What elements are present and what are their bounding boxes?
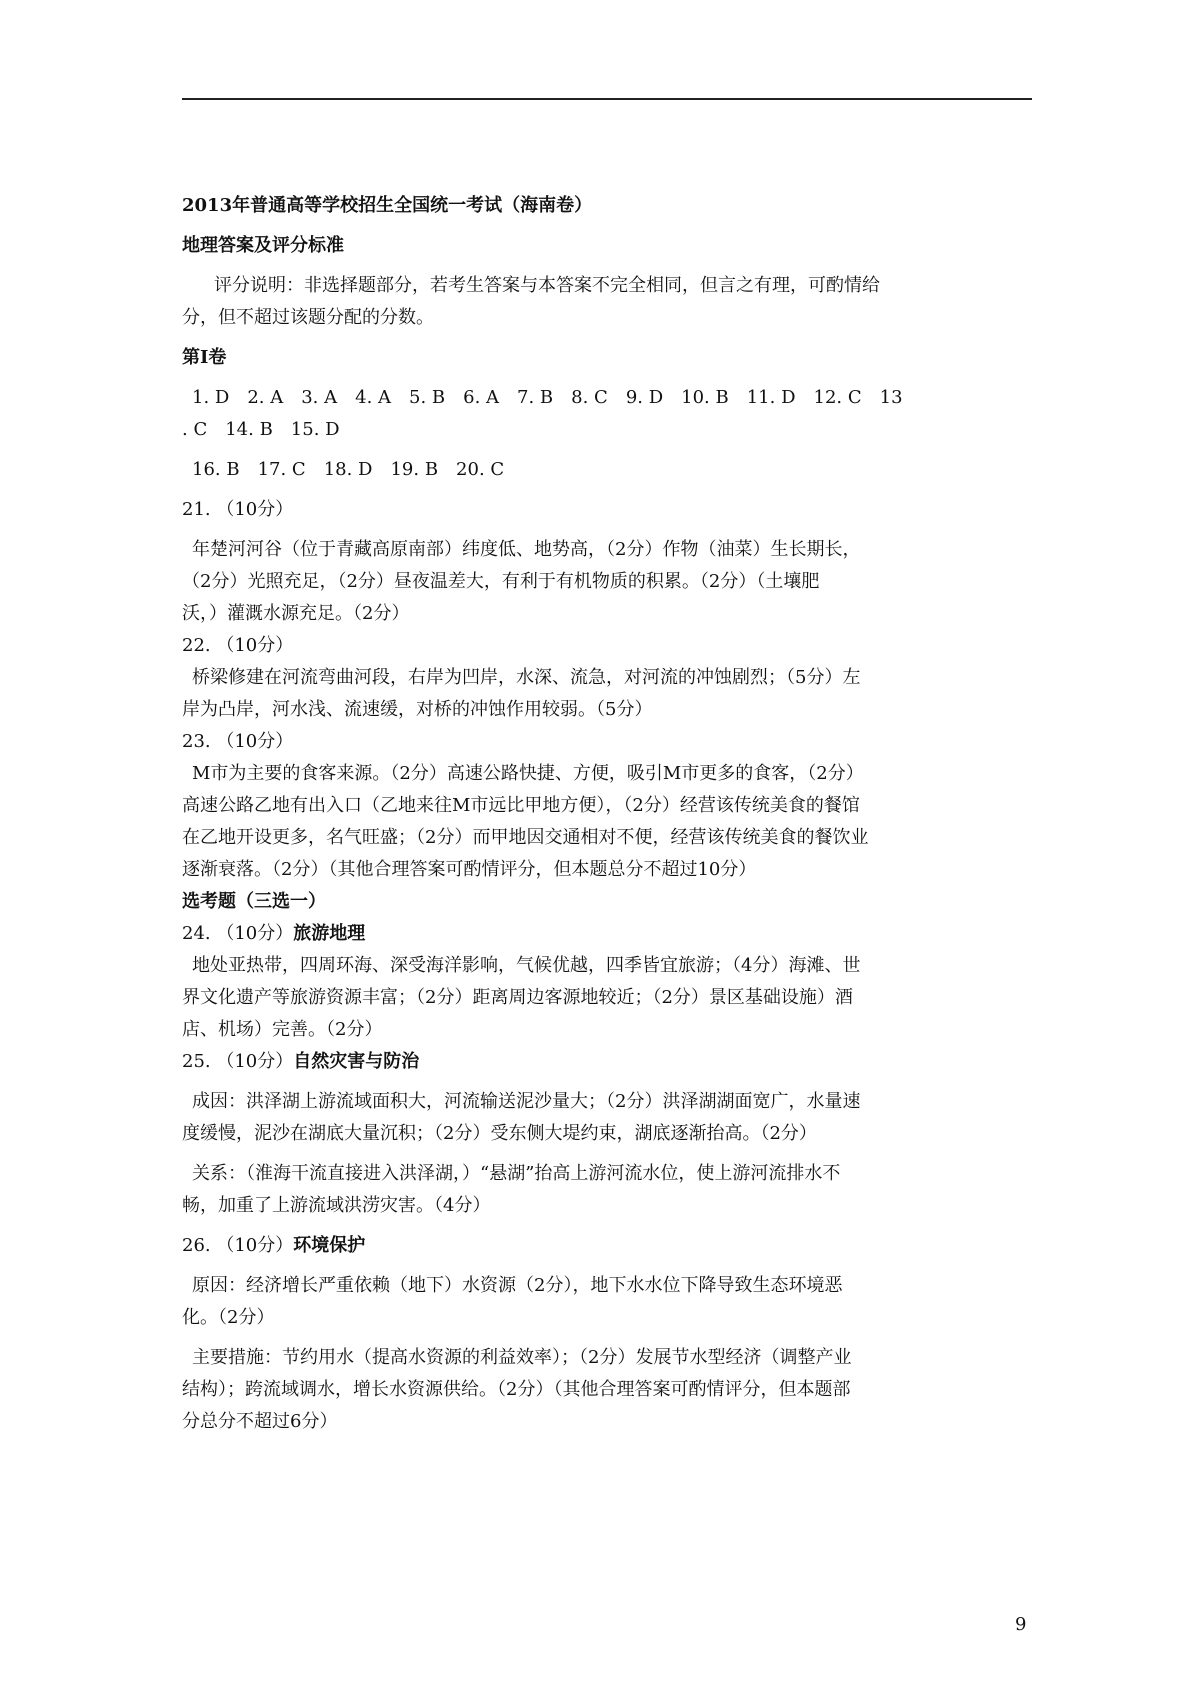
- question-topic: 环境保护: [293, 1235, 366, 1256]
- answer-line: 畅，加重了上游流域洪涝灾害。（4分）: [182, 1195, 491, 1216]
- answer-line: 店、机场）完善。（2分）: [182, 1019, 383, 1040]
- question-score: 26. （10分）: [182, 1235, 294, 1256]
- question-24: [182, 918, 1032, 1046]
- answer-line: 高速公路乙地有出入口（乙地来往M市远比甲地方便），（2分）经营该传统美食的餐馆: [182, 795, 860, 816]
- question-header: [182, 918, 1032, 950]
- answer-block: [182, 534, 1032, 630]
- answer-line: M市为主要的食客来源。（2分）高速公路快捷、方便，吸引M市更多的食客，（2分）: [192, 763, 864, 784]
- answer-line: 主要措施：节约用水（提高水资源的利益效率）；（2分）发展节水型经济（调整产业: [192, 1347, 852, 1368]
- answer-line: 岸为凸岸，河水浅、流速缓，对桥的冲蚀作用较弱。（5分）: [182, 699, 653, 720]
- relation-block: [182, 1158, 1032, 1222]
- question-21: [182, 494, 1032, 630]
- question-topic: 旅游地理: [293, 923, 366, 944]
- question-23: [182, 726, 1032, 886]
- answers-line: 16. B 17. C 18. D 19. B 20. C: [192, 459, 505, 480]
- cause-block: [182, 1086, 1032, 1150]
- answer-line: 年楚河河谷（位于青藏高原南部）纬度低、地势高，（2分）作物（油菜）生长期长，: [192, 539, 861, 560]
- top-rule: [182, 98, 1032, 100]
- answer-line: 结构）；跨流域调水，增长水资源供给。（2分）（其他合理答案可酌情评分，但本题部: [182, 1379, 851, 1400]
- document-subtitle: 地理答案及评分标准: [182, 235, 344, 256]
- question-header: [182, 1230, 1032, 1262]
- document-body: [182, 190, 1032, 1438]
- answer-line: 沃，）灌溉水源充足。（2分）: [182, 603, 410, 624]
- answer-line: （2分）光照充足，（2分）昼夜温差大，有利于有机物质的积累。（2分）（土壤肥: [182, 571, 820, 592]
- answer-line: 逐渐衰落。（2分）（其他合理答案可酌情评分，但本题总分不超过10分）: [182, 859, 757, 880]
- measure-block: [182, 1342, 1032, 1438]
- answer-line: 界文化遗产等旅游资源丰富；（2分）距离周边客源地较近；（2分）景区基础设施）酒: [182, 987, 853, 1008]
- answer-line: 度缓慢，泥沙在湖底大量沉积；（2分）受东侧大堤约束，湖底逐渐抬高。（2分）: [182, 1123, 817, 1144]
- question-header: 22. （10分）: [182, 635, 294, 656]
- question-score: 24. （10分）: [182, 923, 294, 944]
- multiple-choice-answers: [182, 382, 1032, 486]
- scoring-note-line: 分，但不超过该题分配的分数。: [182, 307, 434, 328]
- answer-line: 地处亚热带，四周环海、深受海洋影响，气候优越，四季皆宜旅游；（4分）海滩、世: [192, 955, 861, 976]
- answer-line: 化。（2分）: [182, 1307, 275, 1328]
- question-header: 21. （10分）: [182, 499, 294, 520]
- scoring-note: [182, 270, 1032, 334]
- question-header: 23. （10分）: [182, 731, 294, 752]
- question-topic: 自然灾害与防治: [293, 1051, 420, 1072]
- document-title: 2013年普通高等学校招生全国统一考试（海南卷）: [182, 195, 593, 216]
- question-header: [182, 1046, 1032, 1078]
- answer-line: 关系：（淮海干流直接进入洪泽湖，）“悬湖”抬高上游河流水位，使上游河流排水不: [192, 1163, 841, 1184]
- answer-line: 在乙地开设更多，名气旺盛；（2分）而甲地因交通相对不便，经营该传统美食的餐饮业: [182, 827, 869, 848]
- cause-block: [182, 1270, 1032, 1334]
- answer-line: 成因：洪泽湖上游流域面积大，河流输送泥沙量大；（2分）洪泽湖湖面宽广，水量速: [192, 1091, 861, 1112]
- answer-line: 桥梁修建在河流弯曲河段，右岸为凹岸，水深、流急，对河流的冲蚀剧烈；（5分）左: [192, 667, 861, 688]
- scoring-note-line: 评分说明：非选择题部分，若考生答案与本答案不完全相同，但言之有理，可酌情给: [214, 275, 880, 296]
- question-22: [182, 630, 1032, 726]
- question-score: 25. （10分）: [182, 1051, 294, 1072]
- answer-line: 原因：经济增长严重依赖（地下）水资源（2分），地下水水位下降导致生态环境恶: [192, 1275, 843, 1296]
- question-25: [182, 1046, 1032, 1222]
- answers-line: 1. D 2. A 3. A 4. A 5. B 6. A 7. B 8. C 9. D 10. B 11. D 12. C 13: [192, 387, 903, 408]
- part1-heading: 第Ⅰ卷: [182, 347, 227, 368]
- answers-line: . C 14. B 15. D: [182, 419, 340, 440]
- elective-heading: 选考题（三选一）: [182, 891, 326, 912]
- page-number: 9: [1015, 1614, 1027, 1635]
- answer-line: 分总分不超过6分）: [182, 1411, 338, 1432]
- question-26: [182, 1230, 1032, 1438]
